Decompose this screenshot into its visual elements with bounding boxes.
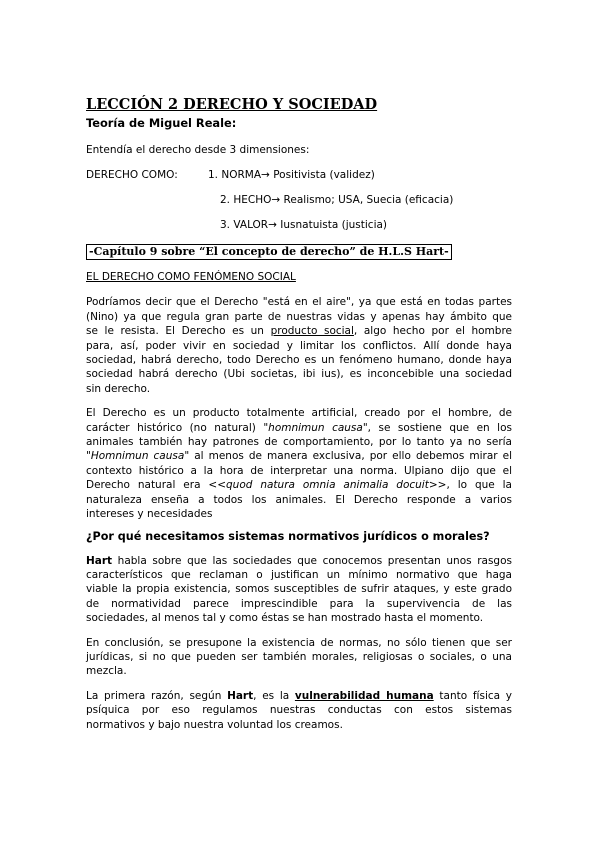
intro-text: Entendía el derecho desde 3 dimensiones: [86,144,310,156]
dimension-row-1 [86,168,512,182]
arrow-icon: → [261,169,270,182]
dimension-item: 1. NORMA→ Positivista (validez) [208,169,375,182]
paragraph-4: En conclusión, se presupone la existencia de normas, no sólo tienen que ser jurídicas, si no que pueden ser también morales, religiosas o sociales, o una mezcla. [86,636,512,678]
highlighted-term: vulnerabilidad humana [294,689,434,702]
page-title: LECCIÓN 2 DERECHO Y SOCIEDAD [86,96,378,113]
section-heading: EL DERECHO COMO FENÓMENO SOCIAL [86,271,296,284]
chapter-heading: -Capítulo 9 sobre “El concepto de derecho” de H.L.S Hart- [86,244,452,260]
document-page [86,96,512,732]
arrow-icon: → [268,219,277,232]
arrow-icon: → [271,194,281,207]
paragraph-2: El Derecho es un producto totalmente artificial, creado por el hombre, de carácter histórico (no natural) "homnimun causa", se sostiene que en los animales también hay patrones de comportamiento, por lo tanto ya no sería "Homnimun causa" al menos de manera exclusiva, por ello debemos mirar el contexto histórico a la hora de interpretar una norma. Ulpiano dijo que el Derecho natural era <<quod natura omnia animalia docuit>>, lo que la naturaleza enseña a todos los animales. El Derecho responde a varios intereses y necesidades [86,407,513,521]
dimension-item: 3. VALOR→ Iusnatuista (justicia) [220,219,388,232]
question-heading: ¿Por qué necesitamos sistemas normativos jurídicos o morales? [86,529,490,543]
dimensions-label: DERECHO COMO: [86,169,178,182]
subtitle: Teoría de Miguel Reale: [86,116,237,130]
paragraph-3: Hart habla sobre que las sociedades que conocemos presentan unos rasgos característicos que reclaman o justifican un mínimo normativo que haga viable la propia existencia, somos susceptibles de sufrir ataques, y este grado de normatividad parece imprescindible para la supervivencia de las sociedades, al menos tal y como éstas se han mostrado hasta el momento. [86,554,512,625]
paragraph-5: La primera razón, según Hart, es la vulnerabilidad humana tanto física y psíquica por eso regulamos nuestras conductas con estos sistemas normativos y bajo nuestra voluntad los creamos. [86,689,512,731]
paragraph-1: Podríamos decir que el Derecho "está en el aire", ya que está en todas partes (Nino) ya que regula gran parte de nuestras vidas y apenas hay ámbito que se le resista. El Derecho es un producto social, algo hecho por el hombre para, así, poder vivir en sociedad y limitar los conflictos. Allí donde haya sociedad, habrá derecho, todo Derecho es un fenómeno humano, donde haya sociedad habrá derecho (Ubi societas, ibi ius), es inconcebible una sociedad sin derecho. [86,296,512,395]
highlighted-term: producto social [270,325,354,338]
dimension-item: 2. HECHO→ Realismo; USA, Suecia (eficacia) [220,194,454,207]
